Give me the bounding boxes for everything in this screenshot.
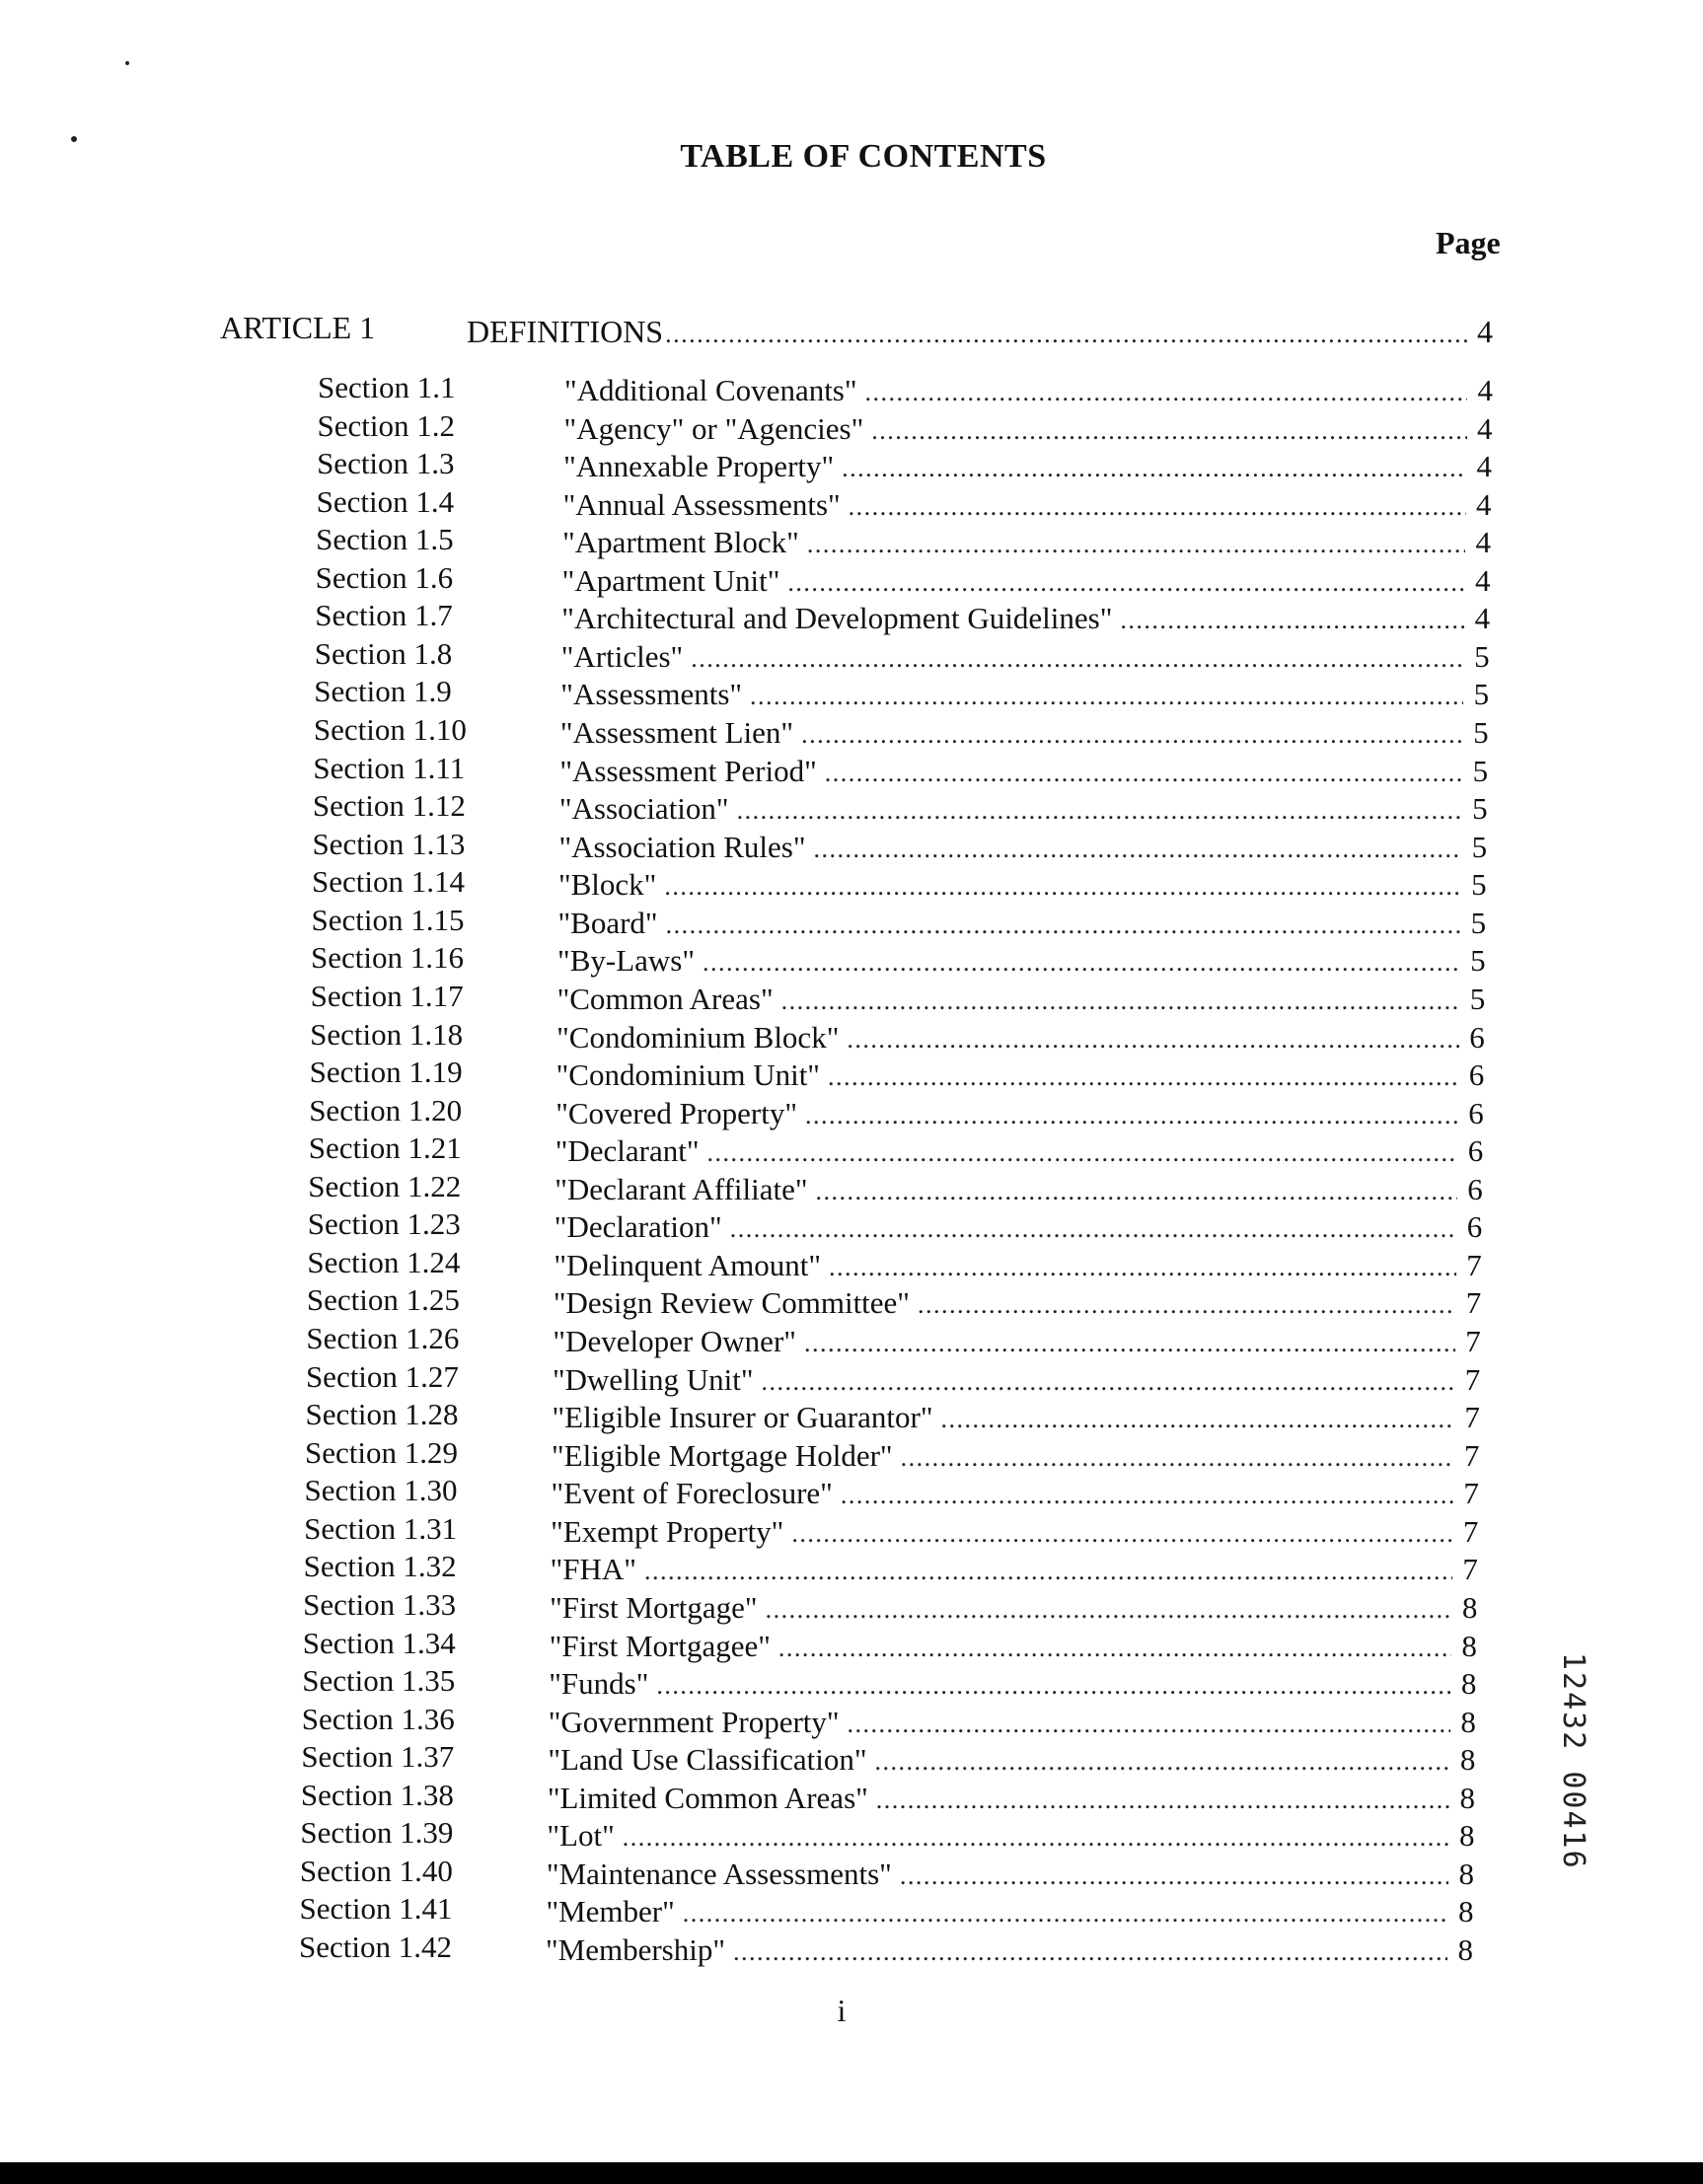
toc-entry <box>315 636 1490 674</box>
section-label: Section 1.6 <box>315 559 454 595</box>
section-term: "Condominium Unit" <box>555 1057 820 1093</box>
toc-entry <box>307 1245 1481 1282</box>
section-term: "Limited Common Areas" <box>547 1780 868 1815</box>
toc-entry <box>307 1282 1481 1320</box>
section-page-number: 7 <box>1463 1437 1480 1473</box>
term-row <box>554 1285 1481 1321</box>
section-label: Section 1.42 <box>299 1929 452 1964</box>
section-page-number: 5 <box>1471 867 1487 903</box>
section-label: Section 1.25 <box>306 1282 460 1318</box>
section-page-number: 8 <box>1458 1856 1474 1891</box>
toc-entry <box>302 1702 1476 1739</box>
section-label: Section 1.20 <box>309 1092 463 1128</box>
section-term: "Declarant" <box>555 1133 700 1169</box>
section-label: Section 1.14 <box>311 864 465 900</box>
dot-leader <box>1120 606 1464 635</box>
section-page-number: 8 <box>1457 1932 1473 1967</box>
toc-entry <box>299 1891 1473 1929</box>
section-page-number: 5 <box>1473 677 1490 712</box>
section-page-number: 7 <box>1465 1285 1482 1321</box>
section-term: "Additional Covenants" <box>564 373 857 407</box>
dot-leader <box>737 796 1462 826</box>
section-term: "Common Areas" <box>556 981 774 1016</box>
page-column-heading: Page <box>1436 225 1501 260</box>
dot-leader <box>791 1519 1452 1549</box>
toc-entry <box>317 446 1492 483</box>
dot-leader <box>875 1747 1450 1777</box>
section-label: Section 1.15 <box>311 902 465 937</box>
term-row <box>547 1856 1474 1892</box>
dot-leader <box>707 1138 1458 1168</box>
section-term: "Assessment Lien" <box>559 715 794 751</box>
dot-leader <box>644 1557 1452 1586</box>
section-label: Section 1.34 <box>302 1625 456 1660</box>
term-row <box>560 715 1489 751</box>
section-term: "Block" <box>557 867 657 903</box>
dot-leader <box>805 1101 1458 1130</box>
section-term: "Membership" <box>546 1932 726 1967</box>
section-term: "Architectural and Development Guidelines" <box>561 601 1113 636</box>
section-page-number: 5 <box>1471 829 1488 864</box>
section-term: "FHA" <box>550 1552 636 1587</box>
section-term: "Lot" <box>547 1818 615 1854</box>
dot-leader <box>761 1367 1454 1397</box>
section-term: "Declarant Affiliate" <box>555 1171 808 1206</box>
term-row <box>547 1818 1474 1854</box>
term-row <box>561 601 1490 636</box>
toc-entry <box>305 1435 1479 1473</box>
section-term: "Dwelling Unit" <box>552 1361 754 1397</box>
term-row <box>559 791 1488 827</box>
term-row <box>559 754 1488 789</box>
article-page-number: 4 <box>1477 314 1493 349</box>
dot-leader <box>900 1861 1448 1891</box>
section-label: Section 1.39 <box>300 1815 454 1851</box>
dot-leader <box>865 378 1467 407</box>
term-row <box>548 1781 1475 1816</box>
term-row <box>561 639 1490 675</box>
section-page-number: 7 <box>1465 1324 1481 1359</box>
section-label: Section 1.28 <box>305 1397 459 1432</box>
section-term: "First Mortgage" <box>550 1589 758 1625</box>
section-term: "Land Use Classification" <box>548 1742 867 1778</box>
side-stamp: 12432 00416 <box>1556 1652 1591 1870</box>
section-page-number: 5 <box>1470 905 1487 940</box>
term-row <box>560 677 1489 712</box>
dot-leader <box>766 1595 1452 1625</box>
term-row <box>554 1248 1481 1283</box>
section-label: Section 1.29 <box>305 1434 459 1470</box>
section-label: Section 1.26 <box>306 1321 460 1356</box>
toc-entry <box>310 1017 1485 1055</box>
section-term: "Event of Foreclosure" <box>551 1476 833 1511</box>
toc-entry <box>311 940 1486 978</box>
section-page-number: 6 <box>1468 1095 1484 1130</box>
term-row <box>556 1057 1485 1093</box>
term-row <box>553 1362 1480 1398</box>
dot-leader <box>828 1062 1458 1092</box>
section-page-number: 7 <box>1464 1361 1481 1397</box>
term-row <box>546 1894 1473 1929</box>
section-label: Section 1.12 <box>312 788 466 824</box>
section-label: Section 1.17 <box>310 978 464 1013</box>
toc-entry <box>309 1093 1484 1130</box>
section-label: Section 1.22 <box>308 1168 462 1203</box>
term-row <box>557 943 1486 979</box>
toc-entry <box>301 1778 1475 1815</box>
dot-leader <box>940 1405 1453 1434</box>
dot-leader <box>733 1937 1447 1967</box>
section-page-number: 4 <box>1476 486 1492 522</box>
toc-entry <box>302 1663 1476 1701</box>
dot-leader <box>778 1634 1451 1663</box>
dot-leader <box>807 530 1465 559</box>
dot-leader <box>801 720 1463 750</box>
toc-entry <box>299 1929 1473 1967</box>
section-page-number: 8 <box>1461 1628 1477 1663</box>
section-label: Section 1.19 <box>309 1055 463 1090</box>
section-label: Section 1.5 <box>316 522 454 557</box>
term-row <box>553 1324 1480 1359</box>
section-term: "Member" <box>546 1894 675 1929</box>
section-label: Section 1.10 <box>313 712 467 748</box>
section-page-number: 4 <box>1477 410 1493 446</box>
section-page-number: 7 <box>1463 1476 1479 1511</box>
toc-entry <box>304 1511 1478 1549</box>
article-title: DEFINITIONS <box>467 314 664 349</box>
section-term: "Apartment Unit" <box>561 562 780 598</box>
section-label: Section 1.16 <box>311 940 465 976</box>
toc-entry <box>303 1587 1477 1625</box>
section-page-number: 8 <box>1459 1780 1475 1815</box>
section-page-number: 6 <box>1468 1057 1485 1093</box>
section-label: Section 1.33 <box>303 1586 457 1622</box>
toc-entry <box>306 1359 1480 1397</box>
section-page-number: 6 <box>1467 1133 1484 1169</box>
toc-entry <box>300 1815 1474 1853</box>
dot-leader <box>918 1290 1455 1320</box>
article-label: ARTICLE 1 <box>220 310 376 345</box>
section-page-number: 7 <box>1462 1513 1479 1549</box>
section-label: Section 1.32 <box>303 1549 457 1584</box>
section-label: Section 1.18 <box>310 1016 464 1052</box>
section-page-number: 4 <box>1475 562 1491 598</box>
dot-leader <box>683 1899 1448 1929</box>
dot-leader <box>876 1785 1449 1815</box>
toc-entry <box>304 1549 1478 1586</box>
section-label: Section 1.35 <box>302 1663 456 1699</box>
section-page-number: 6 <box>1469 1019 1485 1055</box>
section-label: Section 1.31 <box>304 1510 458 1546</box>
term-row <box>552 1476 1479 1511</box>
toc-entry <box>306 1321 1480 1358</box>
term-row <box>562 525 1491 560</box>
toc-entry <box>312 903 1487 940</box>
section-label: Section 1.13 <box>312 826 466 861</box>
section-term: "Association" <box>558 791 729 827</box>
dot-leader <box>847 1025 1458 1055</box>
term-row <box>555 1172 1482 1207</box>
section-label: Section 1.3 <box>317 446 455 481</box>
section-label: Section 1.30 <box>304 1473 458 1508</box>
section-term: "Annexable Property" <box>563 449 835 484</box>
term-row <box>556 1020 1485 1056</box>
toc-entry <box>317 484 1492 522</box>
term-row <box>562 563 1491 599</box>
term-row <box>551 1552 1478 1587</box>
dot-leader <box>825 759 1462 788</box>
section-page-number: 8 <box>1461 1589 1478 1625</box>
term-row <box>549 1705 1476 1740</box>
dot-leader <box>804 1329 1455 1358</box>
section-page-number: 7 <box>1464 1400 1480 1435</box>
term-row <box>558 906 1487 941</box>
section-term: "Delinquent Amount" <box>554 1247 822 1282</box>
section-label: Section 1.9 <box>314 674 452 709</box>
term-row <box>557 982 1486 1017</box>
term-row <box>550 1629 1477 1664</box>
dot-leader <box>750 682 1463 711</box>
section-term: "Annual Assessments" <box>562 486 841 522</box>
toc-entry <box>314 712 1489 750</box>
section-label: Section 1.8 <box>314 635 453 671</box>
section-label: Section 1.7 <box>315 598 453 633</box>
dot-leader <box>666 910 1461 940</box>
section-term: "Exempt Property" <box>551 1513 784 1549</box>
section-label: Section 1.36 <box>301 1701 455 1736</box>
term-row <box>552 1438 1479 1474</box>
section-page-number: 4 <box>1477 373 1493 407</box>
section-label: Section 1.11 <box>313 750 466 785</box>
term-row <box>555 1096 1484 1131</box>
section-page-number: 8 <box>1460 1704 1476 1739</box>
section-term: "Government Property" <box>548 1704 840 1739</box>
section-term: "Association Rules" <box>558 829 806 864</box>
section-page-number: 8 <box>1460 1666 1477 1702</box>
toc-entry <box>318 370 1493 407</box>
section-term: "Apartment Block" <box>562 525 799 560</box>
section-label: Section 1.1 <box>318 370 456 404</box>
dot-leader <box>623 1823 1449 1853</box>
dot-leader <box>691 644 1463 674</box>
section-page-number: 4 <box>1476 449 1492 484</box>
term-row <box>555 1133 1484 1169</box>
section-page-number: 6 <box>1467 1171 1483 1206</box>
term-row <box>564 411 1493 447</box>
section-page-number: 4 <box>1475 525 1492 560</box>
toc-entry <box>309 1130 1484 1168</box>
section-term: "By-Laws" <box>557 943 696 979</box>
term-row <box>549 1666 1476 1702</box>
section-term: "Covered Property" <box>555 1095 798 1130</box>
toc-entry <box>315 598 1490 635</box>
dot-leader <box>730 1214 1457 1244</box>
dot-leader <box>656 1671 1450 1701</box>
section-label: Section 1.27 <box>305 1358 459 1394</box>
dot-leader <box>703 948 1460 978</box>
term-row <box>563 449 1492 484</box>
section-page-number: 5 <box>1469 981 1486 1016</box>
toc-entry <box>303 1626 1477 1663</box>
term-row <box>558 867 1487 903</box>
section-page-number: 8 <box>1459 1742 1476 1778</box>
section-label: Section 1.2 <box>317 407 456 443</box>
section-page-number: 6 <box>1466 1209 1483 1245</box>
toc-entry <box>313 788 1488 826</box>
section-page-number: 7 <box>1466 1247 1482 1282</box>
section-label: Section 1.24 <box>307 1244 461 1279</box>
toc-entry <box>308 1206 1482 1244</box>
dot-leader <box>813 835 1461 864</box>
toc-entry <box>312 827 1487 864</box>
toc-entry <box>313 751 1488 788</box>
section-page-number: 5 <box>1470 943 1486 979</box>
dot-leader <box>901 1443 1454 1473</box>
toc-entry <box>312 864 1487 902</box>
section-term: "Maintenance Assessments" <box>546 1856 892 1891</box>
dot-leader <box>781 986 1460 1016</box>
section-page-number: 5 <box>1473 715 1489 751</box>
section-term: "Agency" or "Agencies" <box>563 410 864 446</box>
page-title: TABLE OF CONTENTS <box>680 138 1047 175</box>
term-row <box>546 1932 1473 1968</box>
term-row <box>552 1400 1479 1435</box>
section-term: "Declaration" <box>554 1209 722 1245</box>
dot-leader <box>816 1177 1457 1206</box>
section-label: Section 1.41 <box>299 1891 453 1927</box>
section-term: "Design Review Committee" <box>553 1285 910 1321</box>
section-label: Section 1.37 <box>301 1739 455 1775</box>
section-page-number: 5 <box>1472 791 1488 827</box>
toc-entry <box>316 522 1491 559</box>
dot-leader <box>829 1253 1456 1282</box>
section-label: Section 1.4 <box>316 483 455 519</box>
dot-leader <box>849 492 1466 522</box>
section-term: "Condominium Block" <box>556 1019 840 1055</box>
dot-leader <box>848 1710 1450 1739</box>
section-term: "Articles" <box>560 638 684 674</box>
dot-leader <box>842 454 1466 483</box>
section-label: Section 1.38 <box>300 1777 454 1812</box>
term-row <box>550 1590 1477 1626</box>
term-row <box>551 1514 1478 1550</box>
dot-leader <box>841 1481 1453 1510</box>
dot-leader <box>871 416 1466 446</box>
section-term: "Assessment Period" <box>559 753 817 788</box>
footer-page-number: i <box>837 1993 847 2028</box>
term-row <box>555 1209 1482 1245</box>
section-label: Section 1.21 <box>308 1130 462 1166</box>
dot-leader <box>787 568 1464 598</box>
section-page-number: 5 <box>1472 753 1489 788</box>
dot-leader <box>664 872 1460 902</box>
term-row <box>564 373 1493 408</box>
toc-entry <box>308 1169 1482 1206</box>
toc-entry <box>318 408 1493 446</box>
toc-entry <box>310 1055 1485 1092</box>
section-term: "Developer Owner" <box>553 1324 796 1359</box>
section-term: "Eligible Insurer or Guarantor" <box>552 1400 933 1435</box>
toc-entry <box>316 560 1491 598</box>
section-term: "First Mortgagee" <box>549 1628 771 1663</box>
section-page-number: 5 <box>1474 638 1490 674</box>
term-row <box>548 1742 1475 1778</box>
toc-entry <box>305 1397 1479 1434</box>
term-row <box>558 830 1487 865</box>
section-page-number: 8 <box>1458 1818 1475 1854</box>
section-label: Section 1.40 <box>299 1853 453 1888</box>
section-term: "Assessments" <box>560 677 743 712</box>
toc-entry <box>314 674 1489 711</box>
term-row <box>563 487 1492 523</box>
toc-entry <box>305 1473 1479 1510</box>
section-term: "Eligible Mortgage Holder" <box>552 1437 893 1473</box>
toc-entry <box>311 979 1486 1016</box>
section-page-number: 4 <box>1474 601 1491 636</box>
section-page-number: 8 <box>1457 1894 1474 1929</box>
toc-entry <box>301 1739 1475 1777</box>
toc-entry <box>300 1854 1474 1891</box>
section-term: "Funds" <box>549 1666 649 1702</box>
section-page-number: 7 <box>1462 1552 1478 1587</box>
scan-edge-band <box>0 2162 1703 2184</box>
section-term: "Board" <box>557 905 658 940</box>
section-label: Section 1.23 <box>307 1206 461 1242</box>
